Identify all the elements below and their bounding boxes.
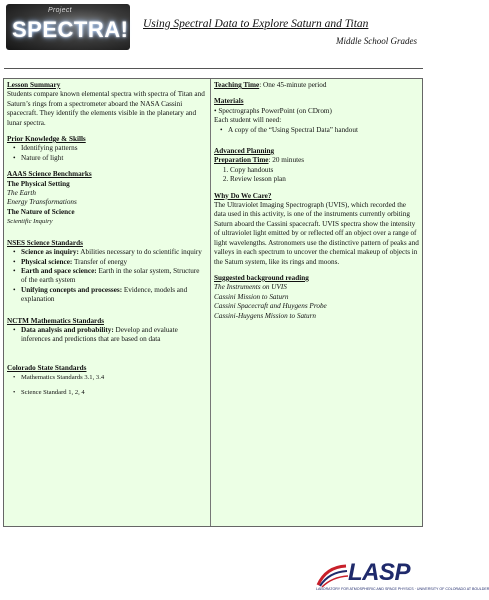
lasp-swoosh-icon <box>316 563 350 589</box>
page-subtitle: Middle School Grades <box>336 36 417 46</box>
materials-heading: Materials <box>214 97 244 106</box>
logo-top-text: Project <box>48 7 72 14</box>
list-item: • Physical science: Transfer of energy <box>21 258 207 267</box>
list-item: 2. Review lesson plan <box>230 175 419 184</box>
materials-item: • Spectrographs PowerPoint (on CDrom) <box>214 106 332 115</box>
nses-list <box>7 248 207 304</box>
project-spectra-logo <box>6 4 130 50</box>
lesson-table <box>3 78 423 527</box>
aaas-nature: The Nature of Science <box>7 207 75 216</box>
reading-item[interactable]: The Instruments on UVIS <box>214 283 287 292</box>
aaas-setting-item: Energy Transformations <box>7 198 77 207</box>
lasp-subtext: LABORATORY FOR ATMOSPHERIC AND SPACE PHYSICS · UNIVERSITY OF COLORADO AT BOULDER <box>316 587 489 591</box>
each-student: Each student will need: <box>214 116 282 125</box>
list-item: • Science Standard 1, 2, 4 <box>21 388 207 397</box>
list-item: • Identifying patterns <box>21 144 207 153</box>
prior-heading: Prior Knowledge & Skills <box>7 135 86 144</box>
student-list <box>214 126 419 135</box>
lasp-word: LASP <box>348 559 411 586</box>
reading-item[interactable]: Cassini Mission to Saturn <box>214 292 289 301</box>
colorado-list-2 <box>7 388 207 397</box>
reading-heading: Suggested background reading <box>214 273 309 282</box>
list-item: • Nature of light <box>21 154 207 163</box>
header-divider <box>4 68 423 69</box>
colorado-heading: Colorado State Standards <box>7 363 87 372</box>
right-column <box>211 79 422 526</box>
reading-item[interactable]: Cassini Spacecraft and Huygens Probe <box>214 302 327 311</box>
nctm-heading: NCTM Mathematics Standards <box>7 316 105 325</box>
left-column <box>4 79 211 526</box>
list-item: • A copy of the “Using Spectral Data” handout <box>228 126 419 135</box>
aaas-nature-item: Scientific Inquiry <box>7 218 53 226</box>
list-item: • Mathematics Standards 3.1, 3.4 <box>21 373 207 382</box>
logo-big-text: SPECTRA! <box>12 17 129 42</box>
aaas-setting: The Physical Setting <box>7 179 70 188</box>
aaas-heading: AAAS Science Benchmarks <box>7 170 92 179</box>
prior-list <box>7 144 207 163</box>
aaas-setting-item: The Earth <box>7 189 36 198</box>
nses-heading: NSES Science Standards <box>7 238 83 247</box>
why-text: The Ultraviolet Imaging Spectrograph (UVIS), which recorded the data used in this activity, is one of the instruments currently orbiting Saturn aboard the Cassini spacecraft. UVIS spectra show the intensity of ultraviolet light emitted by or reflected off an object over a range of light wavelengths. Astronomers use the distinctive pattern of peaks and valleys in each spectrum to uncover the chemical makeup of objects in the Saturn system, like its rings and moons. <box>214 201 419 266</box>
list-item: 1. Copy handouts <box>230 166 419 175</box>
list-item: • Unifying concepts and processes: Evidence, models and explanation <box>21 286 207 305</box>
colorado-list <box>7 373 207 382</box>
list-item: • Data analysis and probability: Develop and evaluate inferences and predictions that are based on data <box>21 326 207 345</box>
prep-steps <box>214 166 419 185</box>
teaching-time: Teaching Time: One 45-minute period <box>214 81 327 89</box>
summary-text: Students compare known elemental spectra with spectra of Titan and Saturn’s rings from a spectrometer aboard the NASA Cassini spacecraft. They identify the elements visible in the planetary and lunar spectra. <box>7 90 205 127</box>
summary-heading: Lesson Summary <box>7 81 61 89</box>
why-heading: Why Do We Care? <box>214 191 272 200</box>
list-item: • Earth and space science: Earth in the solar system, Structure of the earth system <box>21 267 207 286</box>
prep-time: Preparation Time: 20 minutes <box>214 156 305 165</box>
advanced-heading: Advanced Planning <box>214 147 275 156</box>
list-item: • Science as inquiry: Abilities necessary to do scientific inquiry <box>21 248 207 257</box>
lasp-logo <box>314 559 489 597</box>
reading-item[interactable]: Cassini-Huygens Mission to Saturn <box>214 311 317 320</box>
page-title: Using Spectral Data to Explore Saturn and Titan <box>143 18 369 30</box>
nctm-list <box>7 326 207 345</box>
